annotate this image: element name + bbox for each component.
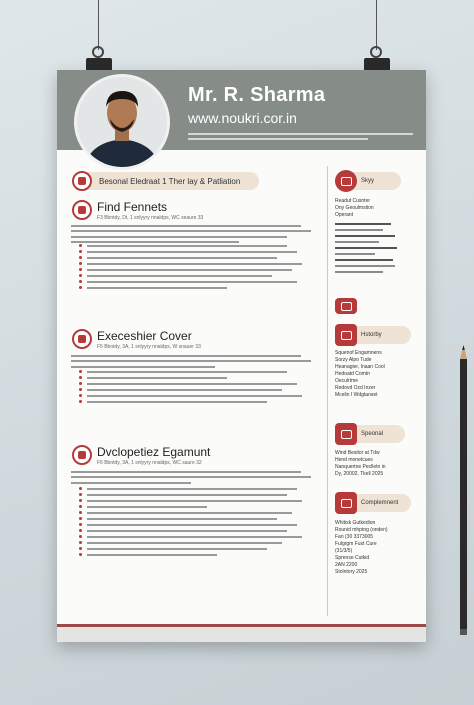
sidebar-heading-label: Hstorby (361, 332, 382, 338)
history-icon (335, 324, 357, 346)
column-divider (327, 166, 328, 616)
section-title: Dvclopetiez Egamunt (97, 445, 211, 459)
section-title: Execeshier Cover (97, 329, 192, 343)
sidebar-line: Readut Cusnter (335, 198, 371, 204)
sidebar-line: (31/3/5) (335, 548, 353, 554)
sidebar-line: Redovd Ozd Inzer (335, 385, 376, 391)
section-subtitle: F6 Bbntdy, 3A, 1 snlyyry nnaldps, WC saure 32 (97, 460, 202, 466)
section-bullets (79, 367, 309, 406)
sidebar-line: Heanagier, Inaan Cool (335, 364, 385, 370)
award-icon (335, 492, 357, 514)
sidebar-line: 2AN 2200 (335, 562, 358, 568)
home-icon (72, 171, 92, 191)
section-subtitle: F5 Bbntdy, 3A, 1 snlyyry nnaldps, W snauer 33 (97, 344, 201, 350)
section-title: Find Fennets (97, 200, 168, 214)
document-icon (335, 298, 357, 314)
sidebar-line: Hedoatd Comtn (335, 371, 371, 377)
sidebar-heading-label: Complemnent (361, 500, 399, 506)
sidebar-line: Stolntory 2025 (335, 569, 368, 575)
resume-footer (57, 624, 426, 642)
hanging-wire-right (376, 0, 377, 50)
sidebar-block (335, 450, 415, 478)
heart-icon (72, 329, 92, 349)
sidebar-line: Wind Besitor at Tdw (335, 450, 380, 456)
section-subtitle: F3 Bbntdy, Dt, 1 snlyyry nnaldps, WC seaure 33 (97, 215, 204, 221)
sidebar-line: Fan (30 3373005 (335, 534, 374, 540)
header-tagline (188, 130, 413, 143)
sidebar-line: Rounid mhptng (onden) (335, 527, 388, 533)
candidate-photo (74, 74, 170, 170)
sidebar-block (335, 350, 415, 399)
sidebar-line: Mcelin I Wdgtanset (335, 392, 378, 398)
sidebar-line: Sorzy Alpo Tude (335, 357, 372, 363)
section-bullets (79, 241, 309, 292)
skills-icon (335, 170, 357, 192)
candidate-website: www.noukri.cor.in (188, 110, 297, 126)
sidebar-block (335, 198, 415, 277)
section-bullets (79, 484, 309, 559)
sidebar-line: Hend monetcues (335, 457, 373, 463)
sidebar-line: Ony Geoulmstion (335, 205, 374, 211)
sidebar-line: Fulgrgm Fust Cure (335, 541, 377, 547)
candidate-name: Mr. R. Sharma (188, 84, 326, 106)
briefcase-icon (335, 423, 357, 445)
sidebar-line: Operant (335, 212, 354, 218)
resume-sheet (57, 70, 426, 642)
pencil-icon (458, 345, 469, 635)
target-icon (72, 200, 92, 220)
sidebar-line: Dy, 20002. Tkell 2025 (335, 471, 384, 477)
sidebar-line: Nanquertne Peclletn in (335, 464, 386, 470)
sidebar-line: Whitisk Gutkedion (335, 520, 376, 526)
sidebar-line: Squenof Engamnens (335, 350, 382, 356)
target-icon (72, 445, 92, 465)
section-heading: Besonal Eledraat 1 Ther lay & Patliation (99, 177, 241, 186)
hanging-wire-left (98, 0, 99, 50)
sidebar-heading-label: Skyy (361, 178, 375, 184)
sidebar-line: Oeculrtme (335, 378, 359, 384)
sidebar-block (335, 520, 415, 576)
sidebar-heading-label: Speonal (361, 431, 384, 437)
sidebar-line: Sprense Cutkid (335, 555, 370, 561)
